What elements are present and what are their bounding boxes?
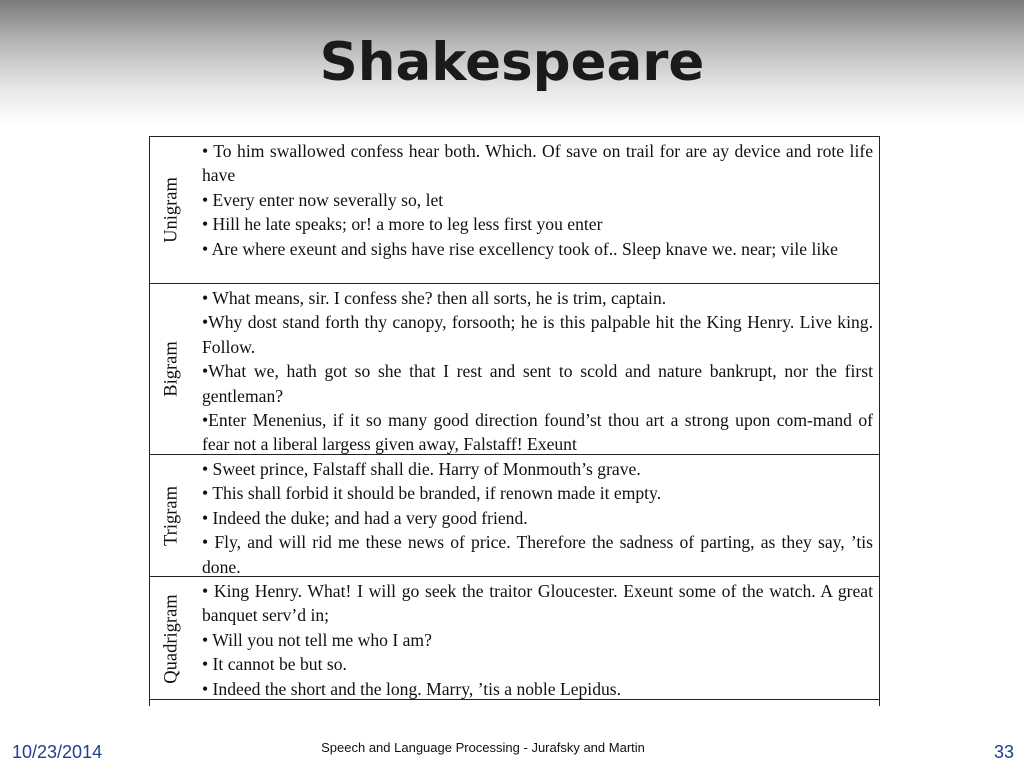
- sample-sentence: • To him swallowed confess hear both. Which. Of save on trail for are ay device and rote life have: [202, 141, 873, 186]
- table-bottom-edge: [149, 700, 880, 706]
- sample-sentence: • This shall forbid it should be branded, if renown made it empty.: [202, 483, 662, 504]
- sample-sentence: • Fly, and will rid me these news of price. Therefore the sadness of parting, as they say, ’tis done.: [202, 532, 873, 577]
- section-label: [150, 137, 194, 283]
- sample-sentence: • Indeed the short and the long. Marry, ’tis a noble Lepidus.: [202, 678, 622, 699]
- sample-sentence: • Hill he late speaks; or! a more to leg less first you enter: [202, 214, 603, 235]
- slide-number: 33: [993, 742, 1014, 762]
- slide-title: Shakespeare: [319, 32, 705, 93]
- section-label-text: Unigram: [161, 177, 182, 243]
- sample-sentence: • What means, sir. I confess she? then all sorts, he is trim, captain.: [202, 288, 667, 308]
- ngram-samples-table: [149, 136, 880, 700]
- sample-list: [202, 579, 873, 701]
- footer-date: 10/23/2014: [12, 742, 103, 762]
- section-unigram: [150, 137, 879, 284]
- sample-sentence: •Enter Menenius, if it so many good direction found’st thou art a strong upon com-mand of fear not a liberal largess given away, Falstaff! Exeunt: [202, 410, 873, 455]
- sample-sentence: • Every enter now severally so, let: [202, 189, 444, 210]
- sample-list: [202, 286, 873, 457]
- sample-list: [202, 457, 873, 579]
- sample-sentence: •Why dost stand forth thy canopy, forsooth; he is this palpable hit the King Henry. Live king. Follow.: [202, 312, 873, 357]
- section-quadrigram: [150, 577, 879, 701]
- sample-list: [202, 139, 873, 261]
- sample-sentence: • Indeed the duke; and had a very good friend.: [202, 507, 528, 528]
- section-trigram: [150, 455, 879, 577]
- section-label: [150, 455, 194, 576]
- section-label-text: Quadrigram: [161, 594, 182, 684]
- footer-citation: Speech and Language Processing - Jurafsky and Martin: [321, 740, 645, 755]
- sample-sentence: •What we, hath got so she that I rest and sent to scold and nature bankrupt, nor the first gentleman?: [202, 361, 873, 406]
- section-label-text: Bigram: [161, 341, 182, 397]
- sample-sentence: • Will you not tell me who I am?: [202, 629, 432, 650]
- section-label: [150, 284, 194, 454]
- sample-sentence: • Sweet prince, Falstaff shall die. Harry of Monmouth’s grave.: [202, 459, 641, 479]
- section-bigram: [150, 284, 879, 455]
- section-label: [150, 577, 194, 701]
- section-label-text: Trigram: [161, 485, 182, 546]
- sample-sentence: • King Henry. What! I will go seek the traitor Gloucester. Exeunt some of the watch. A great banquet serv’d in;: [202, 581, 873, 626]
- sample-sentence: • It cannot be but so.: [202, 654, 347, 675]
- sample-sentence: • Are where exeunt and sighs have rise excellency took of.. Sleep knave we. near; vile like: [202, 238, 838, 259]
